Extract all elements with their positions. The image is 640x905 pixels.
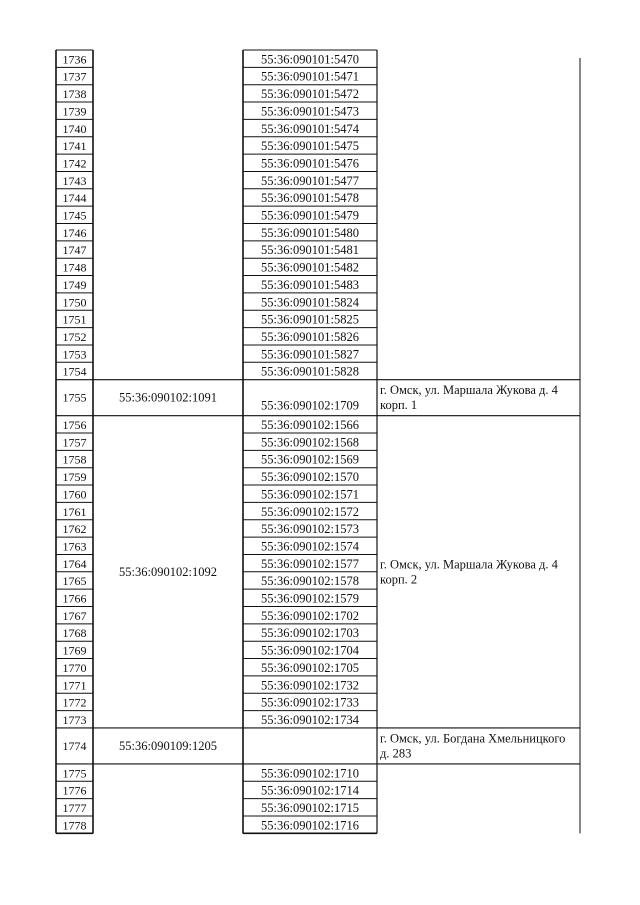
cadastral-number: 55:36:090101:5828 [261, 364, 359, 379]
row-number: 1772 [62, 695, 87, 710]
cadastral-number: 55:36:090101:5479 [261, 208, 359, 223]
cadastral-number: 55:36:090102:1577 [261, 556, 359, 571]
cadastral-number: 55:36:090102:1579 [261, 591, 359, 606]
cadastral-number: 55:36:090101:5472 [261, 87, 359, 102]
table-cells [63, 52, 566, 832]
cadastral-number: 55:36:090101:5478 [261, 191, 359, 206]
cadastral-number: 55:36:090102:1734 [261, 712, 359, 727]
cadastral-number: 55:36:090102:1578 [261, 574, 359, 589]
cadastral-number: 55:36:090101:5470 [261, 52, 359, 67]
cadastral-number: 55:36:090101:5824 [261, 295, 359, 310]
cadastral-number: 55:36:090101:5473 [261, 104, 359, 119]
cadastral-number: 55:36:090102:1573 [261, 522, 359, 537]
cadastral-number: 55:36:090101:5826 [261, 329, 359, 344]
address-text: корп. 2 [380, 572, 418, 587]
row-number: 1748 [62, 260, 87, 275]
cadastral-number: 55:36:090102:1709 [261, 398, 359, 413]
row-number: 1764 [62, 556, 87, 571]
address-text: г. Омск, ул. Маршала Жукова д. 4 [380, 383, 558, 398]
cadastral-number: 55:36:090101:5471 [261, 69, 359, 84]
row-number: 1755 [62, 390, 87, 405]
row-number: 1760 [62, 487, 87, 502]
row-number: 1750 [62, 295, 87, 310]
row-number: 1751 [62, 312, 87, 327]
row-number: 1761 [62, 504, 87, 519]
row-number: 1770 [62, 660, 87, 675]
cadastral-number: 55:36:090102:1702 [261, 608, 359, 623]
row-number: 1774 [62, 738, 87, 753]
cadastral-number: 55:36:090102:1574 [261, 539, 359, 554]
cadastral-number: 55:36:090102:1716 [261, 818, 359, 833]
cadastral-number: 55:36:090102:1715 [261, 801, 359, 815]
cadastral-number: 55:36:090102:1571 [261, 487, 359, 502]
row-number: 1749 [62, 277, 87, 292]
row-number: 1738 [62, 87, 87, 102]
address-text: г. Омск, ул. Богдана Хмельницкого [380, 731, 566, 746]
cadastral-number: 55:36:090102:1714 [261, 783, 359, 798]
cadastral-number: 55:36:090102:1704 [261, 643, 359, 658]
cadastral-number: 55:36:090101:5480 [261, 225, 359, 240]
row-number: 1777 [62, 801, 87, 815]
row-number: 1745 [62, 208, 87, 223]
row-number: 1756 [62, 418, 87, 432]
row-number: 1776 [62, 783, 87, 798]
row-number: 1757 [62, 435, 87, 450]
row-number: 1742 [62, 156, 87, 171]
row-number: 1744 [62, 191, 87, 206]
row-number: 1743 [62, 173, 87, 188]
cadastral-number: 55:36:090102:1703 [261, 626, 359, 641]
cadastral-number: 55:36:090101:5474 [261, 121, 359, 136]
parcel-number: 55:36:090102:1091 [119, 390, 217, 405]
cadastral-number: 55:36:090101:5475 [261, 139, 359, 154]
address-text: корп. 1 [380, 398, 418, 413]
row-number: 1758 [62, 452, 87, 467]
cadastral-number: 55:36:090101:5825 [261, 312, 359, 327]
row-number: 1762 [62, 522, 87, 537]
cadastral-number: 55:36:090102:1705 [261, 660, 359, 675]
cadastral-number: 55:36:090101:5477 [261, 173, 359, 188]
cadastral-number: 55:36:090101:5482 [261, 260, 359, 275]
row-number: 1746 [62, 225, 87, 240]
cadastral-number: 55:36:090102:1569 [261, 452, 359, 467]
cadastral-number: 55:36:090101:5476 [261, 156, 359, 171]
row-number: 1741 [62, 139, 87, 154]
row-number: 1737 [62, 69, 87, 84]
row-number: 1766 [62, 591, 87, 606]
row-number: 1771 [62, 678, 87, 693]
cadastral-number: 55:36:090102:1710 [261, 766, 359, 781]
row-number: 1768 [62, 626, 87, 641]
cadastral-number: 55:36:090102:1572 [261, 504, 359, 519]
row-number: 1773 [62, 712, 87, 727]
parcel-number: 55:36:090102:1092 [119, 564, 217, 579]
row-number: 1765 [62, 574, 87, 589]
row-number: 1763 [62, 539, 87, 554]
row-number: 1739 [62, 104, 87, 119]
row-number: 1752 [62, 329, 87, 344]
row-number: 1736 [62, 52, 87, 67]
address-text: г. Омск, ул. Маршала Жукова д. 4 [380, 557, 558, 572]
cadastral-number: 55:36:090101:5483 [261, 277, 359, 292]
row-number: 1747 [62, 243, 87, 258]
cadastral-number: 55:36:090101:5481 [261, 243, 359, 258]
cadastral-number: 55:36:090102:1733 [261, 695, 359, 710]
row-number: 1754 [62, 364, 87, 379]
address-text: д. 283 [380, 746, 412, 761]
parcel-number: 55:36:090109:1205 [119, 738, 217, 753]
row-number: 1769 [62, 643, 87, 658]
cadastral-number: 55:36:090102:1568 [261, 435, 359, 450]
row-number: 1740 [62, 121, 87, 136]
cadastral-number: 55:36:090102:1566 [261, 418, 359, 432]
cadastral-number: 55:36:090102:1570 [261, 470, 359, 485]
row-number: 1753 [62, 347, 87, 362]
cadastral-number: 55:36:090101:5827 [261, 347, 359, 362]
cadastral-number: 55:36:090102:1732 [261, 678, 359, 693]
row-number: 1778 [62, 818, 87, 833]
row-number: 1759 [62, 470, 87, 485]
row-number: 1775 [62, 766, 87, 781]
row-number: 1767 [62, 608, 87, 623]
